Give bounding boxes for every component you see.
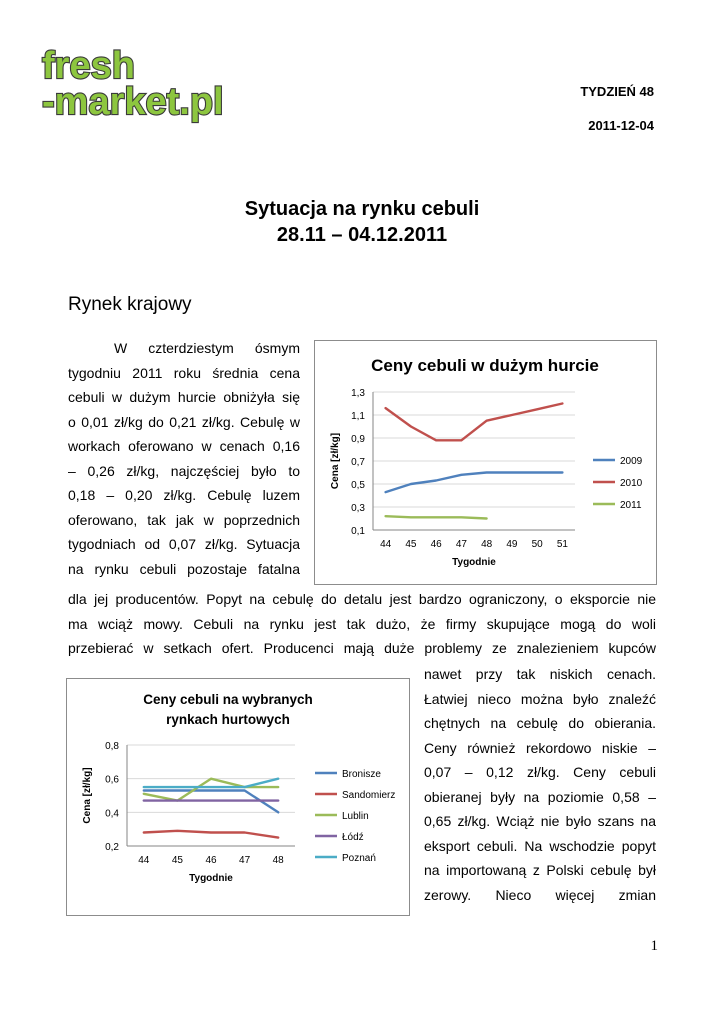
left-column-text: [68, 336, 300, 581]
page-title: [0, 196, 724, 248]
text-line: 0,18 – 0,20 zł/kg. Cebulę luzem: [68, 487, 300, 503]
text-line: przebierać w setkach ofert. Producenci mają duże problemy ze znalezieniem kupców: [68, 640, 656, 656]
text-line: cebuli w dużym hurcie obniżyła się: [68, 389, 300, 405]
y-tick-label: 1,3: [351, 388, 365, 399]
full-width-text: [68, 587, 656, 661]
text-line: ma wciąż mowy. Cebuli na rynku jest tak dużo, że firmy skupujące mogą do woli: [68, 615, 656, 632]
x-tick-label: 45: [171, 855, 183, 866]
text-line: oferowano, tak jak w poprzednich: [68, 511, 300, 528]
legend-label: Poznań: [342, 853, 376, 864]
text-line: o 0,01 zł/kg do 0,21 zł/kg. Cebulę w: [68, 413, 300, 430]
x-axis-title: Tygodnie: [189, 873, 233, 884]
x-tick-label: 46: [430, 539, 442, 550]
title-line-2: 28.11 – 04.12.2011: [276, 224, 448, 246]
text-line: zerowy. Nieco więcej zmian: [424, 886, 656, 903]
legend-label: Bronisze: [342, 769, 381, 780]
text-line: eksport cebuli. Na wschodzie popyt: [424, 837, 656, 854]
logo-fresh-text: fresh: [42, 46, 135, 87]
legend-label: 2011: [620, 500, 642, 511]
x-tick-label: 48: [272, 855, 284, 866]
y-tick-label: 0,6: [105, 774, 119, 786]
y-tick-label: 0,9: [351, 434, 365, 445]
legend-label: 2009: [620, 456, 643, 467]
series-line-2010: [386, 404, 563, 441]
text-line: 0,07 – 0,12 zł/kg. Ceny cebuli: [424, 764, 656, 780]
week-label: TYDZIEŃ 48: [580, 84, 654, 99]
text-line: na importowaną z Polski cebulę był: [424, 862, 656, 878]
title-line-1: Sytuacja na rynku cebuli: [244, 198, 480, 220]
logo-graphic: [40, 46, 270, 124]
text-line: na rynku cebuli pozostaje fatalna: [68, 560, 300, 577]
y-tick-label: 1,1: [351, 411, 365, 422]
text-line: nawet przy tak niskich cenach.: [424, 666, 656, 682]
series-line-2009: [386, 473, 563, 493]
text-line: workach oferowano w cenach 0,16: [68, 438, 300, 454]
y-tick-label: 0,1: [351, 526, 365, 537]
text-line: obieranej były na poziomie 0,58 –: [424, 788, 656, 805]
y-tick-label: 0,7: [351, 457, 365, 468]
x-tick-label: 47: [455, 539, 467, 550]
x-axis-title: Tygodnie: [452, 557, 496, 568]
text-line: chętnych na cebulę do obierania.: [424, 715, 656, 731]
x-tick-label: 44: [138, 855, 150, 866]
x-tick-label: 49: [506, 539, 518, 550]
x-tick-label: 45: [405, 539, 417, 550]
x-tick-label: 50: [531, 539, 543, 550]
text-line: Ceny również rekordowo niskie –: [424, 739, 656, 756]
chart-title: Ceny cebuli w dużym hurcie: [371, 356, 599, 375]
markets-price-chart: [66, 678, 410, 916]
y-tick-label: 0,4: [105, 808, 119, 820]
legend-label: 2010: [620, 478, 643, 489]
fresh-market-logo: [40, 46, 270, 124]
text-line: Łatwiej nieco można było znaleźć: [424, 690, 656, 707]
text-line: W czterdziestym ósmym: [114, 340, 300, 356]
x-tick-label: 47: [239, 855, 251, 866]
report-date: 2011-12-04: [588, 118, 654, 133]
series-line-2011: [386, 516, 487, 518]
legend-label: Łódź: [342, 832, 364, 843]
y-tick-label: 0,5: [351, 480, 365, 491]
y-axis-title: Cena [zł/kg]: [330, 432, 341, 490]
chart-title: rynkach hurtowych: [166, 712, 290, 727]
right-column-text: [424, 662, 656, 907]
y-axis-title: Cena [zł/kg]: [82, 767, 93, 824]
text-line: 0,65 zł/kg. Wciąż nie było szans na: [424, 813, 656, 829]
text-line: tygodniu 2011 roku średnia cena: [68, 364, 300, 381]
legend-label: Lublin: [342, 811, 369, 822]
y-tick-label: 0,8: [105, 741, 119, 752]
text-line: dla jej producentów. Popyt na cebulę do detalu jest bardzo ograniczony, o eksporcie nie: [68, 591, 656, 607]
legend-label: Sandomierz: [342, 790, 396, 801]
series-line-sandomierz: [144, 831, 278, 838]
section-heading: Rynek krajowy: [68, 294, 192, 315]
x-tick-label: 46: [205, 855, 217, 866]
markets-price-chart-svg: [67, 679, 409, 915]
x-tick-label: 48: [481, 539, 493, 550]
x-tick-label: 51: [556, 539, 568, 550]
wholesale-price-chart-svg: [315, 341, 656, 584]
y-tick-label: 0,2: [105, 842, 119, 853]
x-tick-label: 44: [380, 539, 392, 550]
y-tick-label: 0,3: [351, 503, 365, 514]
chart-title: Ceny cebuli na wybranych: [143, 692, 313, 707]
wholesale-price-chart: [314, 340, 657, 585]
page-number: 1: [650, 938, 658, 954]
text-line: – 0,26 zł/kg, najczęściej było to: [68, 462, 300, 479]
text-line: tygodniach od 0,07 zł/kg. Sytuacja: [68, 536, 300, 552]
logo-market-text: -market.pl: [42, 81, 224, 123]
